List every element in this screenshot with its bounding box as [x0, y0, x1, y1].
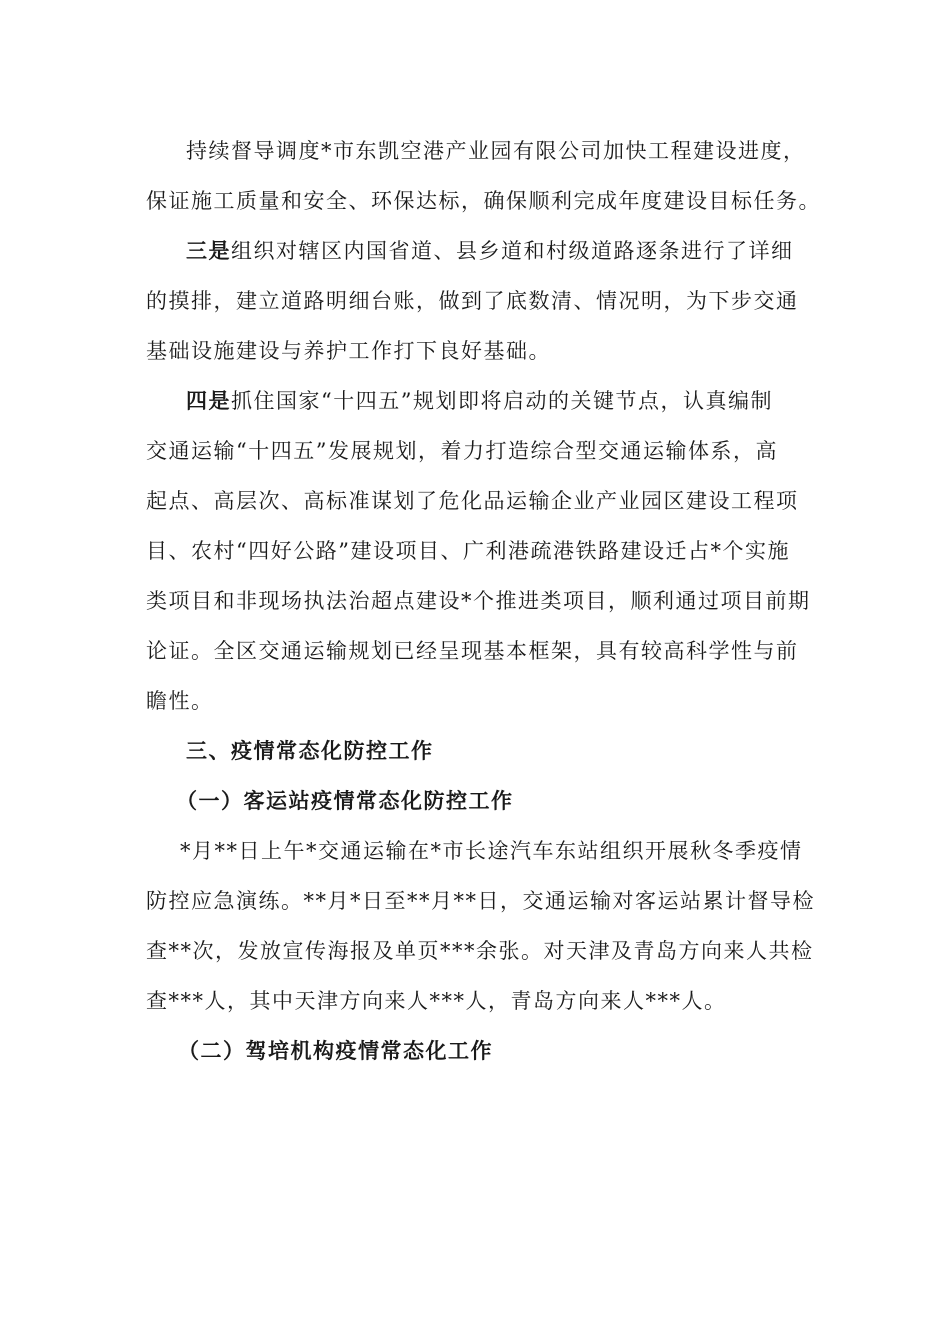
- paragraph-3-line-7: 瞻性。: [146, 689, 214, 713]
- paragraph-3-line-5: 类项目和非现场执法治超点建设*个推进类项目，顺利通过项目前期: [146, 589, 811, 613]
- paragraph-2-line-3: 基础设施建设与养护工作打下良好基础。: [146, 339, 551, 363]
- section-3-heading: 三、疫情常态化防控工作: [186, 738, 434, 763]
- subsection-1-heading: （一）客运站疫情常态化防控工作: [176, 788, 514, 813]
- paragraph-3-line-2: 交通运输“十四五”发展规划，着力打造综合型交通运输体系，高: [146, 439, 778, 463]
- paragraph-4-line-2: 防控应急演练。**月*日至**月**日，交通运输对客运站累计督导检: [146, 889, 815, 913]
- paragraph-3-line-4: 目、农村“四好公路”建设项目、广利港疏港铁路建设迁占*个实施: [146, 539, 790, 563]
- paragraph-3-line-6: 论证。全区交通运输规划已经呈现基本框架，具有较高科学性与前: [146, 639, 799, 663]
- paragraph-2-line-2: 的摸排，建立道路明细台账，做到了底数清、情况明，为下步交通: [146, 289, 799, 313]
- paragraph-1-line-1: 持续督导调度*市东凯空港产业园有限公司加快工程建设进度，: [186, 139, 806, 163]
- paragraph-1-line-2: 保证施工质量和安全、环保达标，确保顺利完成年度建设目标任务。: [146, 189, 821, 213]
- paragraph-4-line-1: *月**日上午*交通运输在*市长途汽车东站组织开展秋冬季疫情: [180, 839, 803, 863]
- paragraph-3-line-1: [186, 386, 773, 416]
- paragraph-3-lead: 四是: [186, 388, 231, 413]
- paragraph-3-line-3: 起点、高层次、高标准谋划了危化品运输企业产业园区建设工程项: [146, 489, 799, 513]
- paragraph-4-line-3: 查**次，发放宣传海报及单页***余张。对天津及青岛方向来人共检: [146, 939, 814, 963]
- subsection-2-heading: （二）驾培机构疫情常态化工作: [178, 1038, 493, 1063]
- paragraph-3-line-1-text: 抓住国家“十四五”规划即将启动的关键节点，认真编制: [231, 389, 773, 413]
- paragraph-2-line-1-text: 组织对辖区内国省道、县乡道和村级道路逐条进行了详细: [231, 239, 794, 263]
- paragraph-2-lead: 三是: [186, 238, 231, 263]
- paragraph-4-line-4: 查***人，其中天津方向来人***人，青岛方向来人***人。: [146, 989, 727, 1013]
- paragraph-2-line-1: [186, 236, 794, 266]
